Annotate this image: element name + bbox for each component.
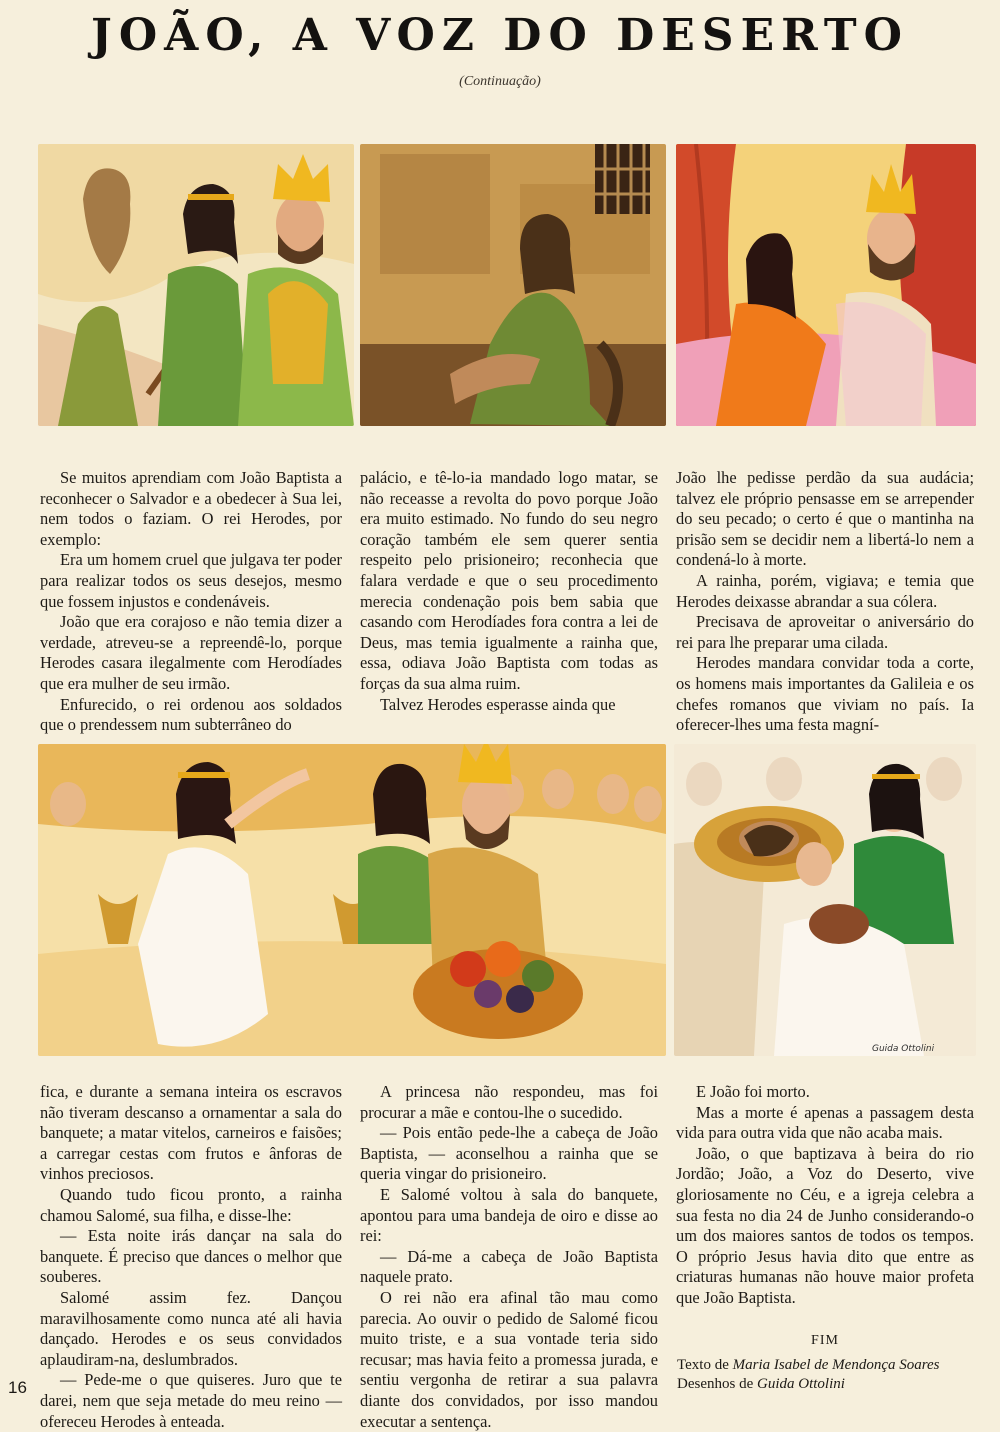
end-marker: FIM <box>811 1332 839 1348</box>
credit-author: Maria Isabel de Mendonça Soares <box>732 1357 940 1373</box>
head-on-platter-illustration <box>674 744 976 1056</box>
text-top-column-3 <box>676 468 974 736</box>
paragraph: Enfurecido, o rei ordenou aos soldados que o prendessem num subterrâneo do <box>40 694 342 735</box>
banquet-dance-illustration <box>38 744 666 1056</box>
paragraph: A princesa não respondeu, mas foi procurar a mãe e contou-lhe o sucedido. <box>360 1082 658 1122</box>
text-top-column-1 <box>40 468 342 736</box>
text-bottom-column-3 <box>676 1082 974 1351</box>
page-subtitle: (Continuação) <box>459 74 541 89</box>
illustrator-signature: Guida Ottolini <box>872 1044 935 1054</box>
credit-label: Texto de <box>677 1357 729 1373</box>
credit-label: Desenhos de <box>677 1376 754 1392</box>
page-title: JOÃO, A VOZ DO DESERTO <box>91 10 909 61</box>
text-top-column-2 <box>360 468 658 715</box>
paragraph: — Pois então pede-lhe a cabeça de João Baptista, — aconselhou a rainha que se queria vingar do prisioneiro. <box>360 1123 658 1184</box>
paragraph: palácio, e tê-lo-ia mandado logo matar, se não receasse a revolta do povo porque João era muito estimado. No fundo do seu negro coração também ele sem querer sentia respeito pelo prisioneiro; reconhecia que falara verdade e que o seu procedimento merecia condenação pois bem sabia que casando com Herodíades fora contra a lei de Deus, mas temia igualmente a rainha que, essa, odiava João Baptista com todas as forças da sua alma ruim. <box>360 468 658 693</box>
paragraph: E Salomé voltou à sala do banquete, apontou para uma bandeja de oiro e disse ao rei: <box>360 1184 658 1246</box>
paragraph: Mas a morte é apenas a passagem desta vida para outra vida que não acaba mais. <box>676 1102 974 1143</box>
paragraph: — Dá-me a cabeça de João Baptista naquele prato. <box>360 1246 658 1287</box>
paragraph: Quando tudo ficou pronto, a rainha chamou Salomé, sua filha, e disse-lhe: <box>40 1184 342 1225</box>
paragraph: Talvez Herodes esperasse ainda que <box>380 694 616 714</box>
text-bottom-column-1 <box>40 1082 342 1432</box>
paragraph: — Esta noite irás dançar na sala do banquete. É preciso que dances o melhor que souberes. <box>40 1226 342 1287</box>
text-bottom-column-2 <box>360 1082 658 1432</box>
herodias-herod-illustration <box>676 144 976 426</box>
drawings-credit <box>677 1375 977 1394</box>
herod-salome-john-illustration <box>38 144 354 426</box>
paragraph: Era um homem cruel que julgava ter poder para realizar todos os seus desejos, mesmo que fossem injustos e condenáveis. <box>40 550 342 611</box>
paragraph: A rainha, porém, vigiava; e temia que Herodes deixasse abrandar a sua cólera. <box>676 570 974 611</box>
paragraph: E João foi morto. <box>696 1082 810 1101</box>
paragraph: João, o que baptizava à beira do rio Jordão; João, a Voz do Deserto, vive gloriosamente no Céu, e a igreja celebra a sua festa no dia 24 de Junho considerando-o um dos maiores santos de todos os tempos. O próprio Jesus havia dito que entre as criaturas humanas não houve maior profeta que João Baptista. <box>676 1143 974 1307</box>
paragraph: fica, e durante a semana inteira os escravos não tiveram descanso a ornamentar a sala do banquete; a matar vitelos, carneiros e faisões; a carregar cestas com frutos e ânforas de vinhos preciosos. <box>40 1082 342 1184</box>
page-number: 16 <box>8 1378 27 1397</box>
paragraph: Precisava de aproveitar o aniversário do rei para lhe preparar uma cilada. <box>676 612 974 652</box>
paragraph: — Pede-me o que quiseres. Juro que te darei, nem que seja metade do meu reino — ofereceu Herodes à enteada. <box>40 1370 342 1431</box>
paragraph: Salomé assim fez. Dançou maravilhosamente como nunca até ali havia dançado. Herodes e os seus convidados aplaudiram-na, deslumbrados. <box>40 1287 342 1369</box>
paragraph: Se muitos aprendiam com João Baptista a reconhecer o Salvador e a obedecer à Sua lei, nem todos o faziam. O rei Herodes, por exemplo: <box>40 468 342 549</box>
credit-author: Guida Ottolini <box>756 1376 845 1392</box>
paragraph: O rei não era afinal tão mau como parecia. Ao ouvir o pedido de Salomé ficou muito triste, e a sua vontade teria sido recusar; mas havia feito a promessa jurada, e sentiu vergonha de retirar a sua palavra diante dos convidados, por isso mandou executar a sentença. <box>360 1287 658 1431</box>
john-in-prison-illustration <box>360 144 666 426</box>
credits <box>677 1356 977 1394</box>
paragraph: Herodes mandara convidar toda a corte, os homens mais importantes da Galileia e os chefes romanos que viviam no país. Ia oferecer-lhes uma festa magní- <box>676 653 974 735</box>
paragraph: João que era corajoso e não temia dizer a verdade, atreveu-se a repreendê-lo, porque Herodes casara ilegalmente com Herodíades que era mulher de seu irmão. <box>40 612 342 693</box>
text-credit <box>677 1356 977 1375</box>
paragraph: João lhe pedisse perdão da sua audácia; talvez ele próprio pensasse em se arrepender do seu pecado; o certo é que o mantinha na prisão sem se decidir nem a libertá-lo nem a condená-lo à morte. <box>676 468 974 570</box>
